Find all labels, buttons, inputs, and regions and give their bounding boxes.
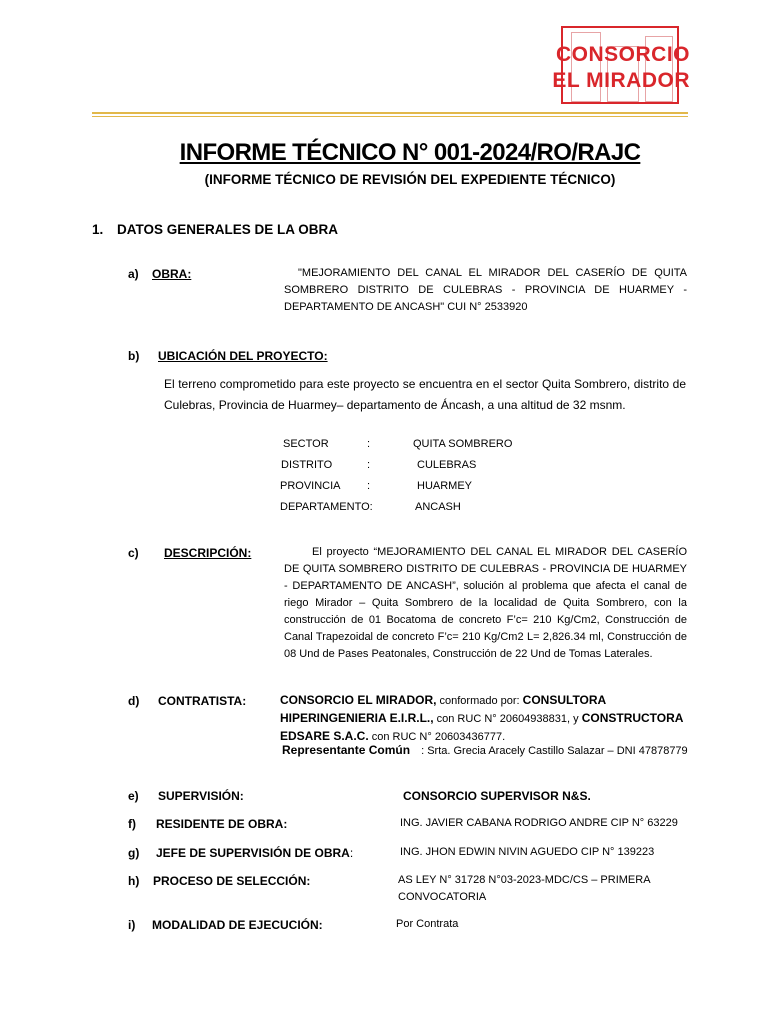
location-row-distrito: DISTRITO : CULEBRAS	[281, 459, 477, 471]
contratista-company-1: CONSULTORA HIPERINGENIERIA E.I.R.L.,	[280, 693, 606, 725]
logo-line-2: EL MIRADOR	[552, 69, 690, 92]
modalidad-value: Por Contrata	[396, 918, 459, 930]
report-subtitle: (INFORME TÉCNICO DE REVISIÓN DEL EXPEDIENTE TÉCNICO)	[204, 172, 616, 187]
representante-label: Representante Común	[282, 743, 411, 757]
contratista-name: CONSORCIO EL MIRADOR,	[280, 693, 437, 707]
section-title: DATOS GENERALES DE LA OBRA	[117, 222, 339, 237]
descripcion-letter: c)	[128, 546, 139, 560]
residente-letter: f)	[128, 817, 136, 831]
residente-label: RESIDENTE DE OBRA:	[156, 817, 288, 831]
contratista-letter: d)	[128, 694, 140, 708]
obra-letter: a)	[128, 267, 139, 281]
header-rule	[92, 112, 688, 114]
modalidad-letter: i)	[128, 918, 136, 932]
header-rule-thin	[92, 116, 688, 117]
supervision-letter: e)	[128, 789, 139, 803]
contratista-value	[280, 692, 688, 746]
obra-label: OBRA:	[152, 267, 192, 281]
modalidad-label: MODALIDAD DE EJECUCIÓN:	[152, 918, 323, 932]
proceso-label: PROCESO DE SELECCIÓN:	[153, 874, 311, 888]
representante-row	[282, 742, 688, 760]
contratista-label: CONTRATISTA:	[158, 694, 247, 708]
ubicacion-label: UBICACIÓN DEL PROYECTO:	[158, 349, 328, 363]
contratista-ruc-1: con RUC N° 20604938831, y	[433, 713, 582, 725]
contratista-company-2: CONSTRUCTORA EDSARE S.A.C.	[280, 711, 684, 743]
supervision-label: SUPERVISIÓN:	[158, 789, 244, 803]
residente-value: ING. JAVIER CABANA RODRIGO ANDRE CIP N° 63229	[400, 817, 678, 829]
descripcion-label: DESCRIPCIÓN:	[164, 546, 252, 560]
representante-value: : Srta. Grecia Aracely Castillo Salazar – DNI 47878779	[421, 745, 688, 757]
company-logo	[530, 42, 690, 94]
jefe-value: ING. JHON EDWIN NIVIN AGUEDO CIP N° 139223	[400, 846, 655, 858]
location-row-sector: SECTOR : QUITA SOMBRERO	[283, 438, 513, 450]
location-table	[280, 438, 512, 522]
location-row-departamento: DEPARTAMENTO: ANCASH	[280, 501, 461, 513]
contratista-conformado: conformado por:	[436, 695, 523, 707]
logo-line-1: CONSORCIO	[555, 43, 690, 66]
descripcion-value: El proyecto “MEJORAMIENTO DEL CANAL EL MIRADOR DEL CASERÍO DE QUITA SOMBRERO DISTRITO DE CULEBRAS - PROVINCIA DE HUARMEY - DEPARTAMENTO DE ANCASH”, solución al problema que afecta el canal de riego Mirador – Quita Sombrero de la localidad de Quita Sombrero, con la construcción de 01 Bocatoma de concreto F’c= 210 Kg/Cm2, Construcción de Canal Trapezoidal de concreto F’c= 210 Kg/Cm2 L= 2,826.34 ml, Construcción de 08 Und de Pases Peatonales, Construcción de 22 Und de Tomas Laterales.	[284, 546, 687, 660]
jefe-letter: g)	[128, 846, 140, 860]
section-number: 1.	[92, 222, 104, 237]
proceso-value: AS LEY N° 31728 N°03-2023-MDC/CS – PRIMERA CONVOCATORIA	[398, 874, 650, 903]
location-row-provincia: PROVINCIA : HUARMEY	[280, 480, 473, 492]
ubicacion-paragraph: El terreno comprometido para este proyecto se encuentra en el sector Quita Sombrero, distrito de Culebras, Provincia de Huarmey– departamento de Áncash, a una altitud de 32 msnm.	[164, 377, 686, 412]
supervision-value: CONSORCIO SUPERVISOR N&S.	[403, 789, 591, 803]
ubicacion-letter: b)	[128, 349, 140, 363]
jefe-colon: :	[349, 846, 354, 860]
section-heading	[92, 222, 338, 237]
proceso-letter: h)	[128, 874, 140, 888]
report-title: INFORME TÉCNICO N° 001-2024/RO/RAJC	[179, 139, 641, 166]
jefe-label: JEFE DE SUPERVISIÓN DE OBRA:	[156, 846, 354, 860]
contratista-ruc-2: con RUC N° 20603436777.	[368, 731, 506, 743]
obra-value: "MEJORAMIENTO DEL CANAL EL MIRADOR DEL CASERÍO DE QUITA SOMBRERO DISTRITO DE CULEBRAS - PROVINCIA DE HUARMEY - DEPARTAMENTO DE ANCASH" CUI N° 2533920	[284, 267, 687, 313]
